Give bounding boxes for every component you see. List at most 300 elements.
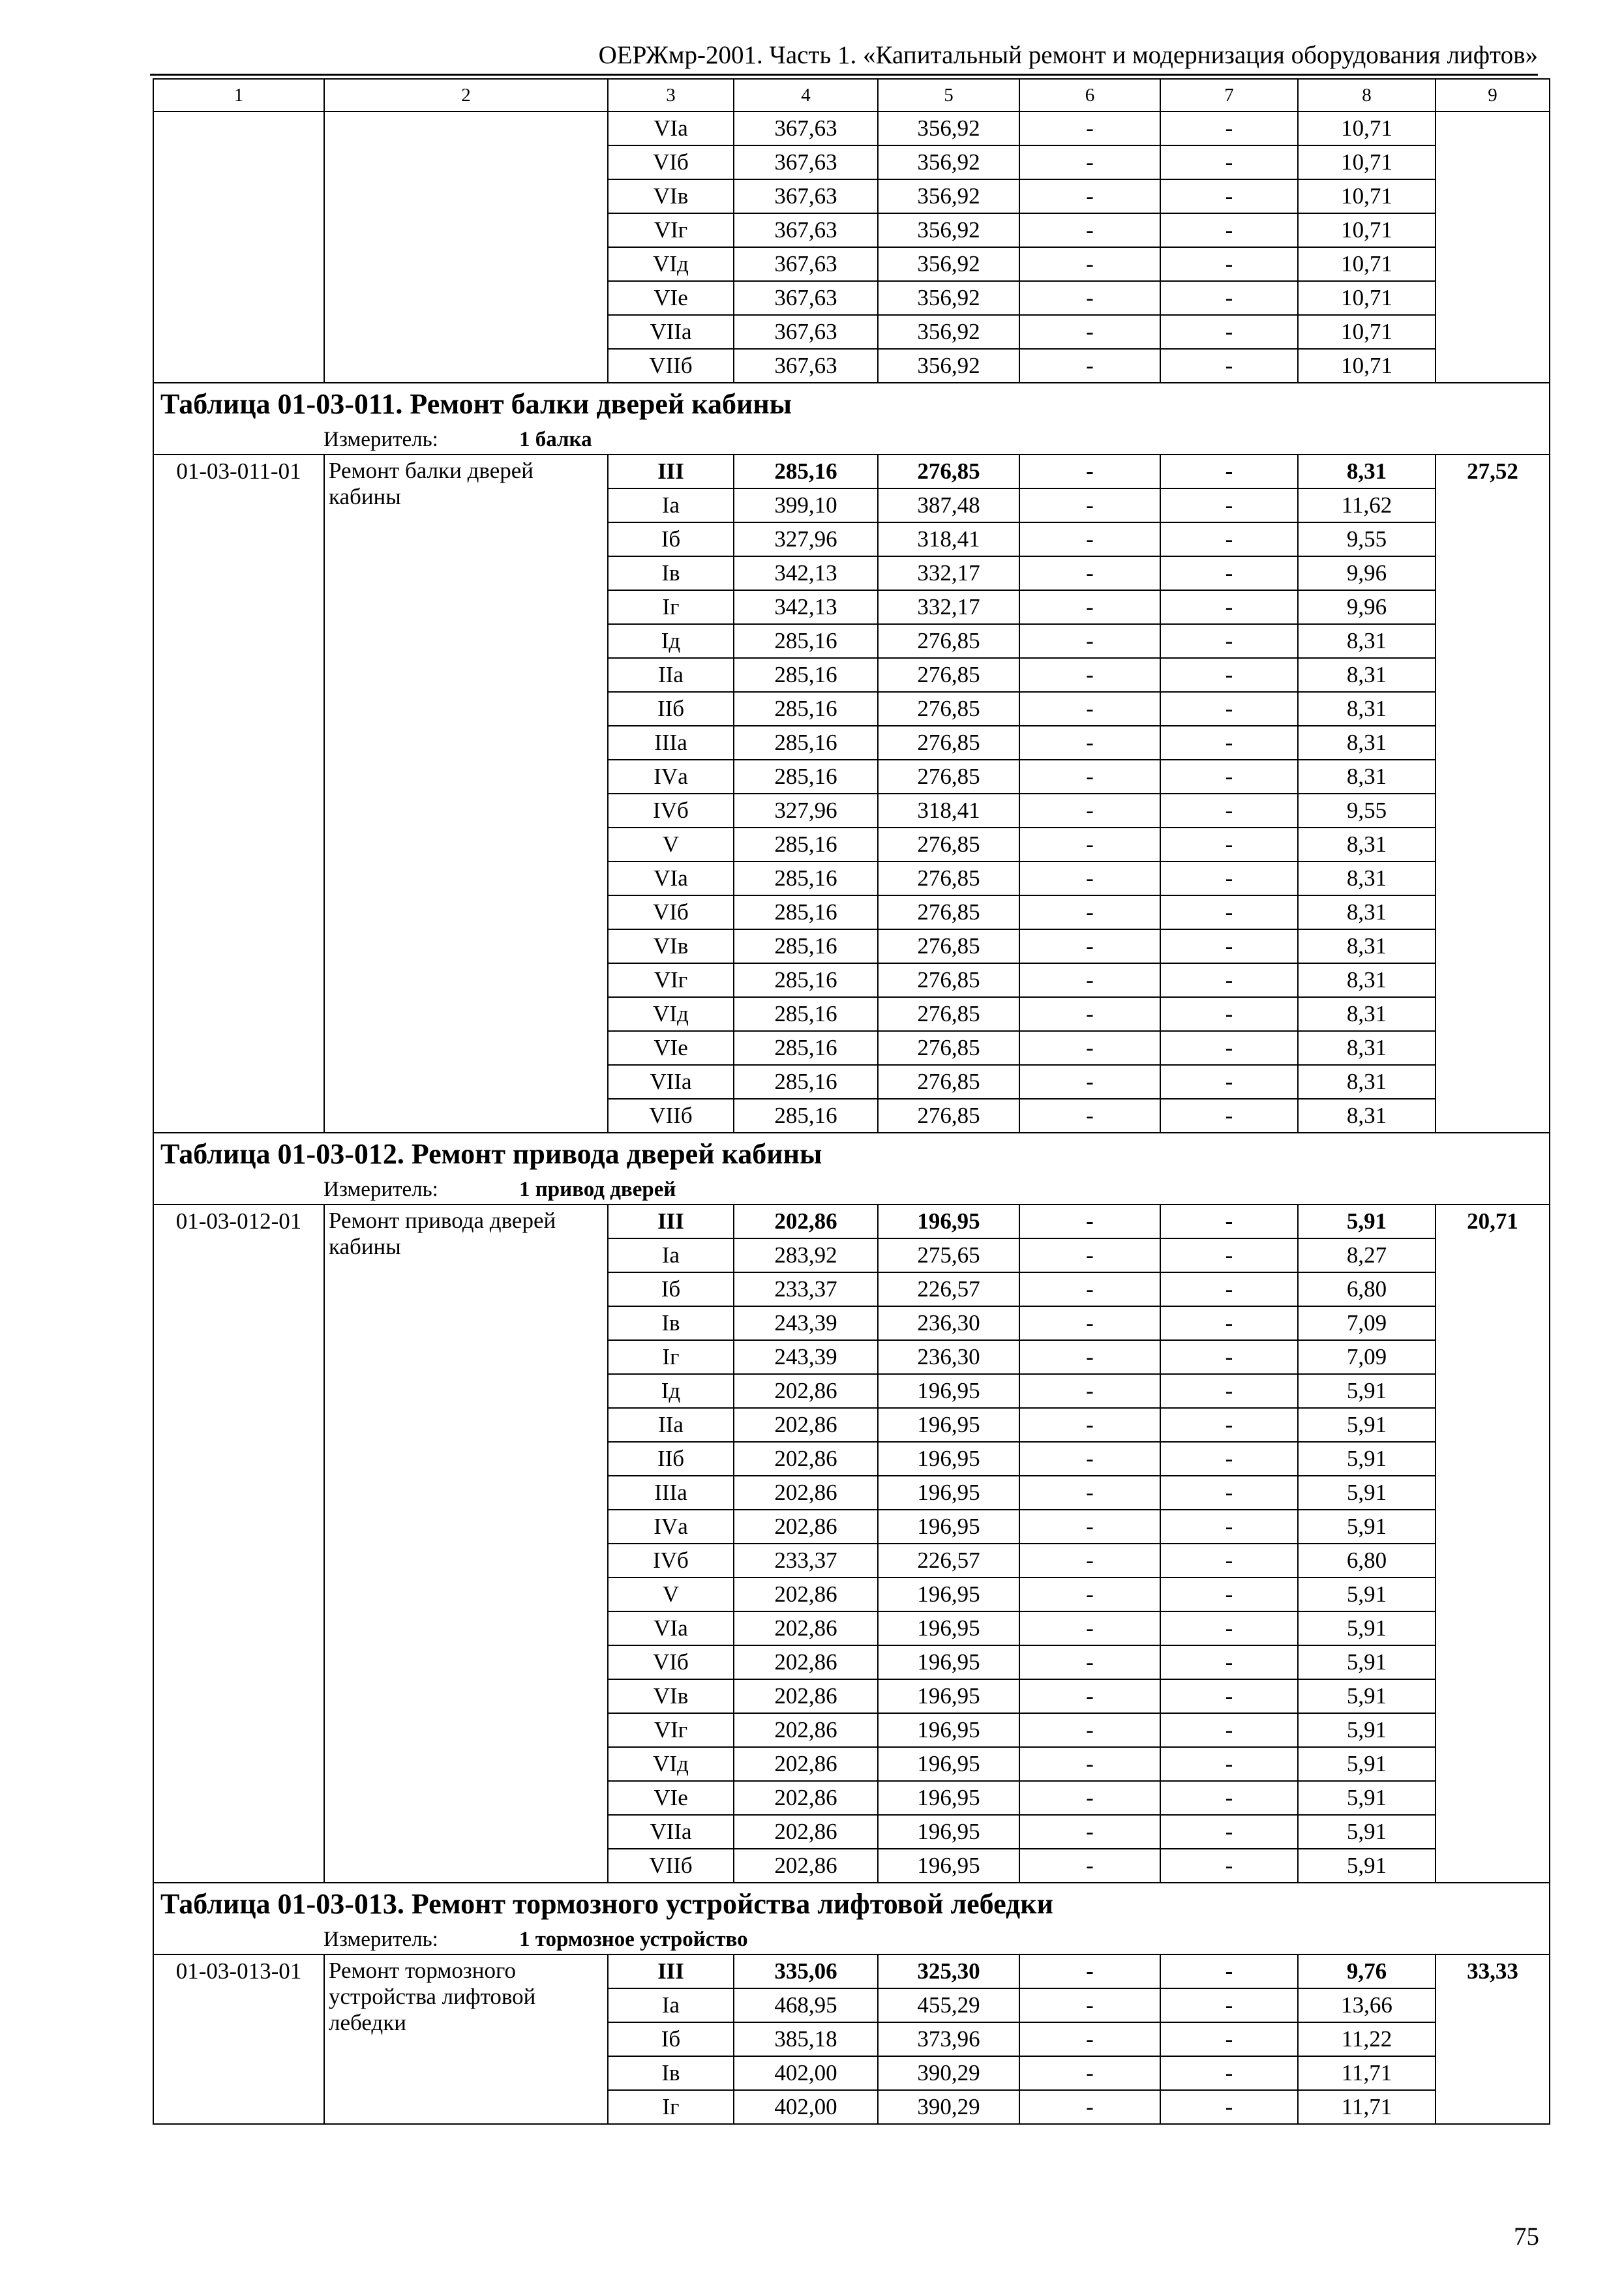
column-number: 2 — [324, 79, 608, 112]
table-cell: 11,22 — [1298, 2022, 1436, 2056]
table-cell: 5,91 — [1298, 1679, 1436, 1713]
table-cell: 196,95 — [878, 1442, 1019, 1476]
table-cell: - — [1160, 2056, 1298, 2090]
table-cell: 8,31 — [1298, 726, 1436, 760]
name-cell: Ремонт тормозного устройства лифтовой лебедки — [324, 1954, 608, 2124]
table-cell: - — [1160, 963, 1298, 997]
table-cell: - — [1019, 2090, 1160, 2124]
table-cell: VIе — [608, 281, 734, 315]
column-number: 4 — [734, 79, 878, 112]
table-cell: 390,29 — [878, 2090, 1019, 2124]
table-title-row — [153, 1133, 1550, 1175]
code-cell: 01-03-011-01 — [153, 455, 324, 1133]
table-cell: Iд — [608, 1374, 734, 1408]
table-cell: - — [1160, 1306, 1298, 1340]
table-cell: IIа — [608, 658, 734, 692]
meter-cell — [153, 1175, 1550, 1204]
table-cell: 276,85 — [878, 455, 1019, 488]
column-number-row — [153, 79, 1550, 112]
table-cell: - — [1160, 658, 1298, 692]
table-title: Таблица 01-03-011. Ремонт балки дверей кабины — [153, 383, 1550, 425]
table-cell: VIе — [608, 1031, 734, 1065]
table-cell: - — [1160, 315, 1298, 349]
table-cell: 202,86 — [734, 1611, 878, 1645]
meter-cell — [153, 425, 1550, 455]
table-cell: - — [1019, 624, 1160, 658]
table-cell: 5,91 — [1298, 1611, 1436, 1645]
table-cell: 285,16 — [734, 455, 878, 488]
table-cell: VIа — [608, 861, 734, 895]
table-cell: 7,09 — [1298, 1306, 1436, 1340]
column-number: 1 — [153, 79, 324, 112]
table-cell: 356,92 — [878, 145, 1019, 179]
table-cell: 10,71 — [1298, 349, 1436, 383]
table-cell: - — [1019, 1442, 1160, 1476]
table-cell: 196,95 — [878, 1408, 1019, 1442]
meter-cell — [153, 1925, 1550, 1954]
table-cell: III — [608, 1954, 734, 1988]
table-cell: 10,71 — [1298, 213, 1436, 247]
table-cell: 8,31 — [1298, 455, 1436, 488]
table-cell: - — [1160, 794, 1298, 828]
table-cell: - — [1160, 861, 1298, 895]
table-cell: 399,10 — [734, 488, 878, 522]
table-cell: VIIб — [608, 1849, 734, 1883]
table-cell: - — [1160, 1099, 1298, 1133]
table-cell: - — [1019, 1611, 1160, 1645]
table-cell: 8,31 — [1298, 1065, 1436, 1099]
table-cell: Iа — [608, 488, 734, 522]
table-cell: Iв — [608, 1306, 734, 1340]
table-cell: 325,30 — [878, 1954, 1019, 1988]
table-cell: 10,71 — [1298, 179, 1436, 213]
meter-row — [153, 425, 1550, 455]
table-cell: 276,85 — [878, 828, 1019, 861]
table-cell: 9,96 — [1298, 556, 1436, 590]
table-cell: 367,63 — [734, 145, 878, 179]
table-cell: 202,86 — [734, 1374, 878, 1408]
table-cell: 285,16 — [734, 1099, 878, 1133]
table-cell: - — [1160, 1204, 1298, 1238]
table-cell: - — [1160, 1238, 1298, 1272]
table-cell: - — [1019, 349, 1160, 383]
code-cell: 01-03-013-01 — [153, 1954, 324, 2124]
table-cell: - — [1019, 929, 1160, 963]
table-cell: 332,17 — [878, 590, 1019, 624]
table-cell: 275,65 — [878, 1238, 1019, 1272]
table-cell: VIд — [608, 1747, 734, 1781]
table-cell: - — [1019, 1476, 1160, 1510]
table-cell: 243,39 — [734, 1340, 878, 1374]
table-cell: - — [1019, 1578, 1160, 1611]
table-cell: - — [1160, 349, 1298, 383]
table-cell: 196,95 — [878, 1713, 1019, 1747]
table-cell: 196,95 — [878, 1578, 1019, 1611]
table-cell: 202,86 — [734, 1408, 878, 1442]
table-cell: - — [1019, 590, 1160, 624]
table-cell: - — [1160, 522, 1298, 556]
table-cell: 402,00 — [734, 2090, 878, 2124]
table-cell: 8,31 — [1298, 624, 1436, 658]
table-cell: 327,96 — [734, 522, 878, 556]
table-cell: - — [1160, 179, 1298, 213]
table-cell: - — [1160, 2090, 1298, 2124]
table-cell: 196,95 — [878, 1747, 1019, 1781]
table-cell: 196,95 — [878, 1611, 1019, 1645]
table-cell: 285,16 — [734, 1065, 878, 1099]
table-cell: VIв — [608, 929, 734, 963]
table-cell: 196,95 — [878, 1849, 1019, 1883]
table-cell: - — [1160, 760, 1298, 794]
table-cell: - — [1160, 1272, 1298, 1306]
table-cell: - — [1019, 112, 1160, 145]
table-cell: 285,16 — [734, 658, 878, 692]
table-cell: 356,92 — [878, 247, 1019, 281]
meter-value: 1 тормозное устройство — [519, 1928, 748, 1951]
table-cell: 276,85 — [878, 692, 1019, 726]
table-cell: Iа — [608, 1988, 734, 2022]
table-cell: 285,16 — [734, 963, 878, 997]
table-cell: - — [1160, 997, 1298, 1031]
table-cell: 9,76 — [1298, 1954, 1436, 1988]
table-cell: - — [1160, 1476, 1298, 1510]
table-cell: 13,66 — [1298, 1988, 1436, 2022]
table-cell: 8,31 — [1298, 997, 1436, 1031]
table-cell: 5,91 — [1298, 1476, 1436, 1510]
table-cell: - — [1019, 1679, 1160, 1713]
table-cell: - — [1019, 1954, 1160, 1988]
table-cell: VIа — [608, 112, 734, 145]
table-cell: 196,95 — [878, 1510, 1019, 1544]
table-cell: 10,71 — [1298, 281, 1436, 315]
table-cell: 5,91 — [1298, 1815, 1436, 1849]
table-cell: VIг — [608, 963, 734, 997]
table-cell: Iг — [608, 590, 734, 624]
table-cell: III — [608, 1204, 734, 1238]
table-cell: 243,39 — [734, 1306, 878, 1340]
table-cell: 236,30 — [878, 1306, 1019, 1340]
table-cell: - — [1160, 112, 1298, 145]
table-cell: 276,85 — [878, 1031, 1019, 1065]
table-cell: - — [1019, 2056, 1160, 2090]
total-cell: 33,33 — [1436, 1954, 1550, 2124]
table-cell: - — [1019, 1306, 1160, 1340]
table-cell: 8,31 — [1298, 1099, 1436, 1133]
table-cell: Iд — [608, 624, 734, 658]
name-cell — [324, 112, 608, 383]
table-cell: Iб — [608, 522, 734, 556]
table-cell: 5,91 — [1298, 1374, 1436, 1408]
table-cell: 5,91 — [1298, 1849, 1436, 1883]
name-cell: Ремонт привода дверей кабины — [324, 1204, 608, 1883]
table-cell: VIIб — [608, 349, 734, 383]
table-cell: 367,63 — [734, 179, 878, 213]
table-cell: 285,16 — [734, 692, 878, 726]
table-cell: - — [1019, 1031, 1160, 1065]
table-cell: 356,92 — [878, 281, 1019, 315]
table-cell: 8,31 — [1298, 760, 1436, 794]
table-cell: 8,31 — [1298, 828, 1436, 861]
table-cell: - — [1019, 1408, 1160, 1442]
table-cell: 196,95 — [878, 1476, 1019, 1510]
table-cell: Iв — [608, 556, 734, 590]
table-cell: - — [1160, 1988, 1298, 2022]
table-cell: - — [1160, 1954, 1298, 1988]
table-cell: 387,48 — [878, 488, 1019, 522]
table-cell: - — [1019, 1272, 1160, 1306]
table-cell: 356,92 — [878, 179, 1019, 213]
table-cell: VIIа — [608, 1815, 734, 1849]
table-cell: VIIа — [608, 315, 734, 349]
table-cell: 5,91 — [1298, 1747, 1436, 1781]
table-cell: 8,31 — [1298, 861, 1436, 895]
table-cell: 8,31 — [1298, 692, 1436, 726]
table-cell: - — [1019, 1510, 1160, 1544]
table-cell: 367,63 — [734, 349, 878, 383]
table-cell: - — [1160, 1510, 1298, 1544]
table-cell: - — [1160, 895, 1298, 929]
table-cell: - — [1160, 1849, 1298, 1883]
table-cell: - — [1160, 1713, 1298, 1747]
total-cell — [1436, 112, 1550, 383]
table-cell: - — [1160, 1408, 1298, 1442]
table-cell: 276,85 — [878, 1099, 1019, 1133]
table-cell: - — [1019, 1849, 1160, 1883]
table-cell: - — [1019, 1238, 1160, 1272]
table-cell: III — [608, 455, 734, 488]
table-cell: Iа — [608, 1238, 734, 1272]
table-cell: 5,91 — [1298, 1781, 1436, 1815]
table-cell: VIв — [608, 179, 734, 213]
table-title-row — [153, 1883, 1550, 1925]
table-cell: 276,85 — [878, 1065, 1019, 1099]
page-number: 75 — [1514, 2222, 1539, 2251]
table-cell: - — [1019, 488, 1160, 522]
table-cell: IIа — [608, 1408, 734, 1442]
table-cell: 8,27 — [1298, 1238, 1436, 1272]
table-cell: 7,09 — [1298, 1340, 1436, 1374]
table-cell: 202,86 — [734, 1510, 878, 1544]
table-cell: 367,63 — [734, 315, 878, 349]
table-cell: 202,86 — [734, 1781, 878, 1815]
table-cell: 233,37 — [734, 1544, 878, 1578]
table-cell: - — [1019, 1645, 1160, 1679]
table-cell: 226,57 — [878, 1544, 1019, 1578]
table-cell: 236,30 — [878, 1340, 1019, 1374]
table-cell: - — [1160, 1781, 1298, 1815]
table-cell: - — [1160, 929, 1298, 963]
table-cell: 285,16 — [734, 760, 878, 794]
table-cell: - — [1019, 556, 1160, 590]
table-cell: 202,86 — [734, 1442, 878, 1476]
table-cell: - — [1160, 1544, 1298, 1578]
table-cell: 8,31 — [1298, 895, 1436, 929]
column-number: 8 — [1298, 79, 1436, 112]
table-cell: 402,00 — [734, 2056, 878, 2090]
table-cell: 202,86 — [734, 1815, 878, 1849]
table-cell: - — [1019, 1988, 1160, 2022]
column-number: 3 — [608, 79, 734, 112]
table-cell: 276,85 — [878, 861, 1019, 895]
meter-row — [153, 1175, 1550, 1204]
code-cell — [153, 112, 324, 383]
table-cell: 5,91 — [1298, 1578, 1436, 1611]
meter-value: 1 балка — [519, 428, 592, 451]
table-cell: 356,92 — [878, 349, 1019, 383]
meter-value: 1 привод дверей — [519, 1178, 676, 1201]
table-cell: 5,91 — [1298, 1408, 1436, 1442]
total-cell: 20,71 — [1436, 1204, 1550, 1883]
table-cell: - — [1160, 2022, 1298, 2056]
table-cell: - — [1160, 1645, 1298, 1679]
table-cell: - — [1160, 1031, 1298, 1065]
table-cell: 285,16 — [734, 726, 878, 760]
table-cell: 373,96 — [878, 2022, 1019, 2056]
table-cell: 5,91 — [1298, 1713, 1436, 1747]
table-cell: 276,85 — [878, 726, 1019, 760]
table-cell: - — [1019, 2022, 1160, 2056]
table-cell: - — [1160, 213, 1298, 247]
table-cell: 283,92 — [734, 1238, 878, 1272]
table-cell: 318,41 — [878, 794, 1019, 828]
column-number: 7 — [1160, 79, 1298, 112]
table-cell: - — [1160, 281, 1298, 315]
table-cell: - — [1019, 1781, 1160, 1815]
table-cell: - — [1160, 726, 1298, 760]
table-cell: 285,16 — [734, 624, 878, 658]
table-cell: 367,63 — [734, 247, 878, 281]
table-cell: 10,71 — [1298, 112, 1436, 145]
table-cell: - — [1160, 1747, 1298, 1781]
table-cell: 11,62 — [1298, 488, 1436, 522]
code-cell: 01-03-012-01 — [153, 1204, 324, 1883]
header-rule — [150, 74, 1538, 76]
table-cell: VIб — [608, 1645, 734, 1679]
table-cell: - — [1160, 247, 1298, 281]
table-cell: - — [1019, 963, 1160, 997]
table-cell: 276,85 — [878, 624, 1019, 658]
total-cell: 27,52 — [1436, 455, 1550, 1133]
table-row — [153, 112, 1550, 145]
table-cell: - — [1019, 281, 1160, 315]
table-cell: V — [608, 1578, 734, 1611]
table-cell: - — [1160, 1065, 1298, 1099]
table-cell: 468,95 — [734, 1988, 878, 2022]
table-cell: 8,31 — [1298, 929, 1436, 963]
table-cell: 10,71 — [1298, 315, 1436, 349]
table-cell: 5,91 — [1298, 1645, 1436, 1679]
table-cell: 202,86 — [734, 1476, 878, 1510]
table-cell: 276,85 — [878, 929, 1019, 963]
table-title: Таблица 01-03-012. Ремонт привода дверей кабины — [153, 1133, 1550, 1175]
table-cell: Iб — [608, 1272, 734, 1306]
table-cell: 226,57 — [878, 1272, 1019, 1306]
table-cell: - — [1019, 861, 1160, 895]
table-cell: 9,96 — [1298, 590, 1436, 624]
table-cell: 9,55 — [1298, 794, 1436, 828]
table-cell: - — [1019, 1204, 1160, 1238]
table-cell: VIд — [608, 247, 734, 281]
table-cell: 276,85 — [878, 997, 1019, 1031]
table-cell: 367,63 — [734, 112, 878, 145]
table-cell: 5,91 — [1298, 1204, 1436, 1238]
table-cell: 285,16 — [734, 861, 878, 895]
table-cell: 276,85 — [878, 760, 1019, 794]
table-cell: - — [1019, 828, 1160, 861]
table-cell: Iв — [608, 2056, 734, 2090]
table-cell: - — [1019, 455, 1160, 488]
table-cell: 367,63 — [734, 281, 878, 315]
table-cell: - — [1019, 247, 1160, 281]
table-cell: 6,80 — [1298, 1272, 1436, 1306]
table-cell: VIг — [608, 1713, 734, 1747]
table-cell: 327,96 — [734, 794, 878, 828]
table-cell: - — [1160, 590, 1298, 624]
meter-row — [153, 1925, 1550, 1954]
table-cell: - — [1019, 213, 1160, 247]
table-cell: - — [1160, 1611, 1298, 1645]
table-cell: - — [1019, 1544, 1160, 1578]
table-cell: - — [1160, 556, 1298, 590]
meter-label: Измеритель: — [323, 428, 438, 451]
table-cell: - — [1160, 1340, 1298, 1374]
name-cell: Ремонт балки дверей кабины — [324, 455, 608, 1133]
table-cell: - — [1019, 997, 1160, 1031]
table-row — [153, 455, 1550, 488]
table-cell: VIг — [608, 213, 734, 247]
table-cell: 9,55 — [1298, 522, 1436, 556]
table-cell: 11,71 — [1298, 2056, 1436, 2090]
table-cell: - — [1019, 658, 1160, 692]
table-cell: 202,86 — [734, 1679, 878, 1713]
table-cell: 196,95 — [878, 1815, 1019, 1849]
table-cell: 10,71 — [1298, 247, 1436, 281]
table-cell: V — [608, 828, 734, 861]
table-cell: - — [1019, 1374, 1160, 1408]
table-cell: 5,91 — [1298, 1510, 1436, 1544]
table-cell: 367,63 — [734, 213, 878, 247]
table-cell: 342,13 — [734, 590, 878, 624]
table-cell: VIIа — [608, 1065, 734, 1099]
table-cell: - — [1160, 455, 1298, 488]
table-cell: IVа — [608, 760, 734, 794]
table-cell: 202,86 — [734, 1713, 878, 1747]
table-cell: 356,92 — [878, 315, 1019, 349]
table-cell: 196,95 — [878, 1374, 1019, 1408]
table-cell: - — [1019, 895, 1160, 929]
table-cell: 318,41 — [878, 522, 1019, 556]
table-cell: - — [1160, 1374, 1298, 1408]
table-row — [153, 1204, 1550, 1238]
table-cell: VIIб — [608, 1099, 734, 1133]
table-cell: IVа — [608, 1510, 734, 1544]
table-cell: 6,80 — [1298, 1544, 1436, 1578]
table-cell: 8,31 — [1298, 658, 1436, 692]
table-cell: 356,92 — [878, 112, 1019, 145]
table-cell: 10,71 — [1298, 145, 1436, 179]
table-cell: 335,06 — [734, 1954, 878, 1988]
table-cell: IIIа — [608, 1476, 734, 1510]
table-title-row — [153, 383, 1550, 425]
table-cell: 285,16 — [734, 828, 878, 861]
table-cell: 356,92 — [878, 213, 1019, 247]
table-cell: 276,85 — [878, 963, 1019, 997]
table-cell: - — [1019, 692, 1160, 726]
table-cell: 8,31 — [1298, 963, 1436, 997]
table-cell: - — [1160, 145, 1298, 179]
table-cell: - — [1019, 1815, 1160, 1849]
table-cell: 202,86 — [734, 1578, 878, 1611]
